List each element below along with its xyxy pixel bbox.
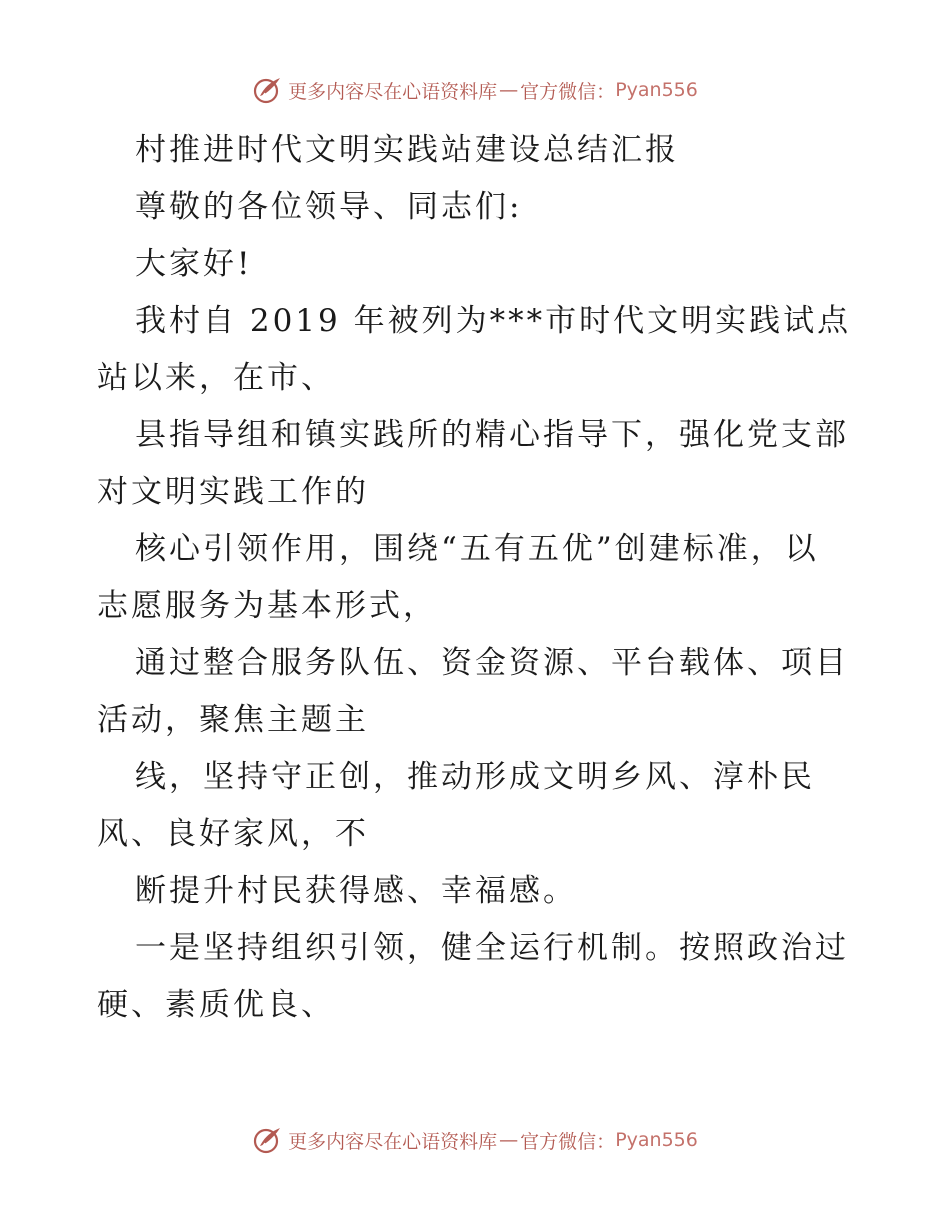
- quill-logo-icon: [252, 1124, 284, 1156]
- watermark-wechat-id: Pyan556: [615, 79, 698, 101]
- document-line: 风、良好家风，不: [97, 816, 369, 852]
- document-line: 志愿服务为基本形式，: [97, 588, 437, 624]
- watermark-wechat-label: 官方微信：: [520, 80, 616, 103]
- document-line: 通过整合服务队伍、资金资源、平台载体、项目: [135, 645, 849, 681]
- watermark-wechat-label: 官方微信：: [520, 1130, 616, 1153]
- document-line: 硬、素质优良、: [97, 987, 335, 1023]
- document-line: 断提升村民获得感、幸福感。: [135, 873, 577, 909]
- header-watermark: [0, 70, 950, 110]
- document-line: 一是坚持组织引领，健全运行机制。按照政治过: [135, 930, 849, 966]
- document-line: 县指导组和镇实践所的精心指导下，强化党支部: [135, 417, 849, 453]
- quill-logo-icon: [252, 74, 284, 106]
- watermark-separator: —: [499, 1129, 519, 1151]
- watermark-separator: —: [499, 79, 519, 101]
- document-line: 尊敬的各位领导、同志们:: [135, 189, 523, 225]
- document-line: 对文明实践工作的: [97, 474, 369, 510]
- document-body: [97, 122, 877, 1034]
- footer-watermark: [0, 1120, 950, 1160]
- document-line: 活动，聚焦主题主: [97, 702, 369, 738]
- document-line: 村推进时代文明实践站建设总结汇报: [135, 132, 679, 168]
- document-line: 我村自 2019 年被列为***市时代文明实践试点: [135, 303, 852, 339]
- document-line: 大家好!: [135, 246, 253, 282]
- watermark-site-text: 更多内容尽在心语资料库: [288, 1130, 498, 1153]
- watermark-site-text: 更多内容尽在心语资料库: [288, 80, 498, 103]
- watermark-wechat-id: Pyan556: [615, 1129, 698, 1151]
- document-line: 站以来，在市、: [97, 360, 335, 396]
- document-line: 核心引领作用，围绕“五有五优”创建标准，以: [135, 531, 819, 567]
- document-line: 线，坚持守正创，推动形成文明乡风、淳朴民: [135, 759, 815, 795]
